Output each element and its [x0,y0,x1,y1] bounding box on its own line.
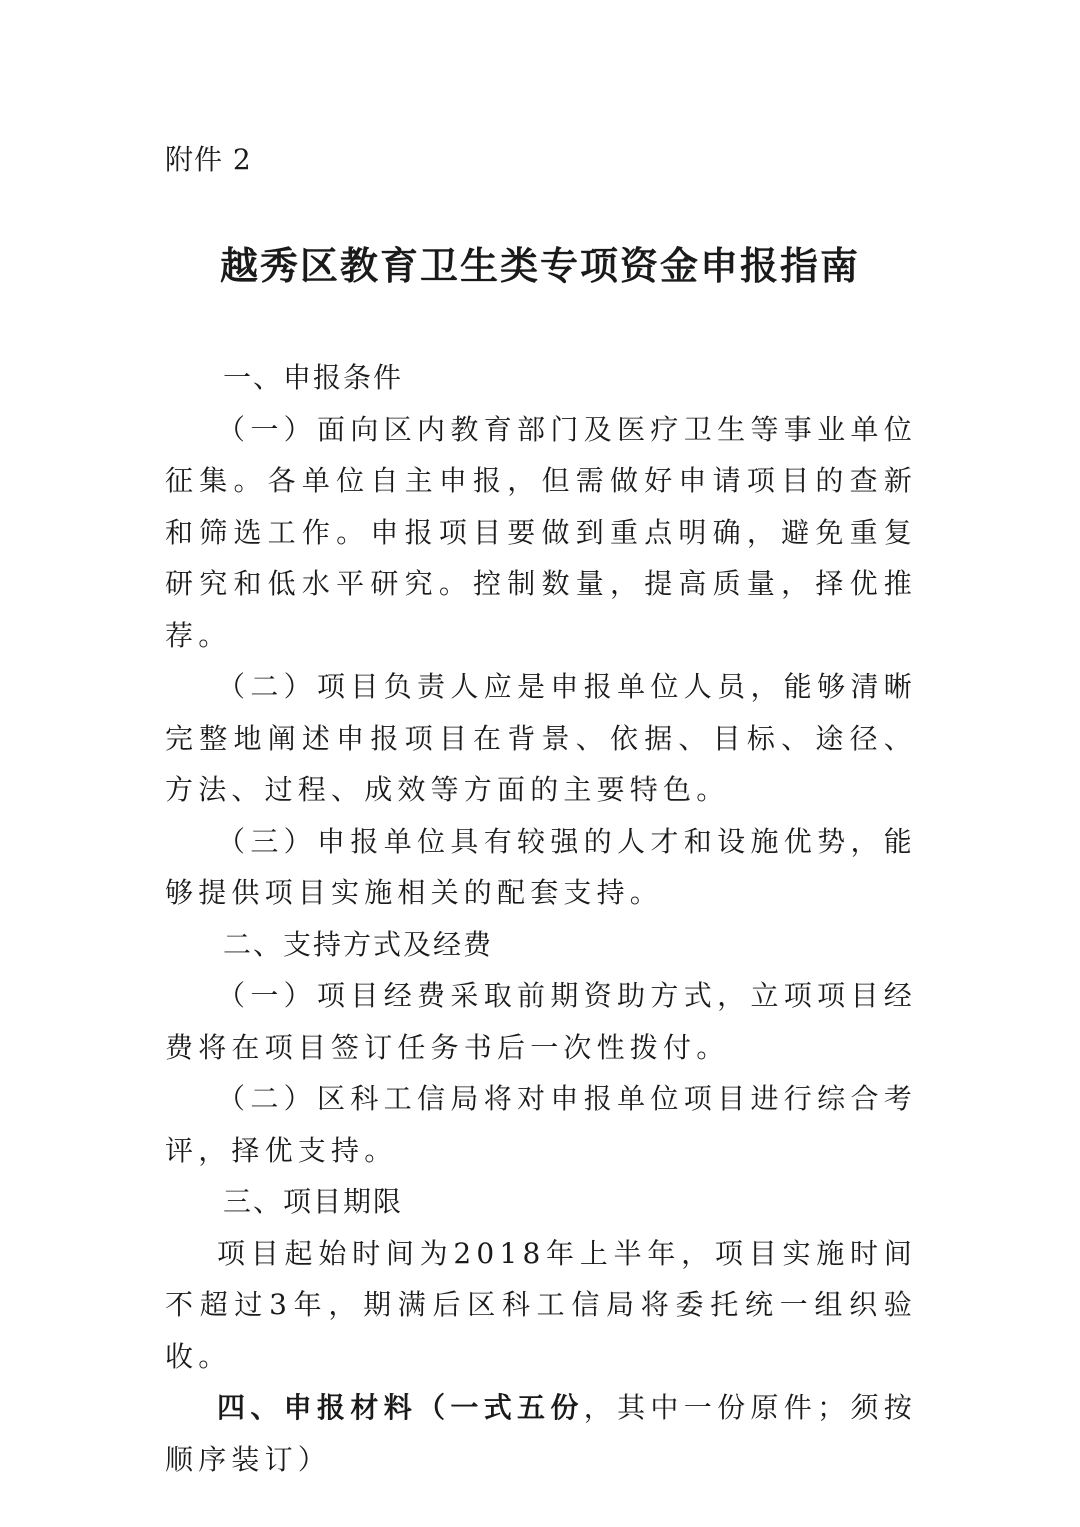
materials-heading-note: ，其中一份原件；须按顺序装订） [165,1391,917,1476]
section-heading-project-period: 三、项目期限 [223,1185,404,1218]
section-heading-application-conditions: 一、申报条件 [223,361,404,394]
paragraph-funding-2: （二）区科工信局将对申报单位项目进行综合考评，择优支持。 [165,1082,917,1167]
attachment-label: 附件 2 [165,143,252,176]
section-heading-support-and-funding: 二、支持方式及经费 [223,927,494,961]
document-title: 越秀区教育卫生类专项资金申报指南 [219,243,860,288]
paragraph-funding-1: （一）项目经费采取前期资助方式，立项项目经费将在项目签订任务书后一次性拨付。 [165,979,917,1064]
document-body [165,352,917,1485]
paragraph-condition-1: （一）面向区内教育部门及医疗卫生等事业单位征集。各单位自主申报，但需做好申请项目的查新和筛选工作。申报项目要做到重点明确，避免重复研究和低水平研究。控制数量，提高质量，择优推荐。 [165,412,917,652]
section-heading-application-materials [165,1382,917,1485]
paragraph-condition-3: （三）申报单位具有较强的人才和设施优势，能够提供项目实施相关的配套支持。 [165,824,917,909]
paragraph-period: 项目起始时间为2018年上半年，项目实施时间不超过3年，期满后区科工信局将委托统一组织验收。 [165,1236,917,1373]
paragraph-condition-2: （二）项目负责人应是申报单位人员，能够清晰完整地阐述申报项目在背景、依据、目标、途径、方法、过程、成效等方面的主要特色。 [165,670,917,806]
materials-heading-bold: 四、申报材料（一式五份 [217,1391,584,1424]
